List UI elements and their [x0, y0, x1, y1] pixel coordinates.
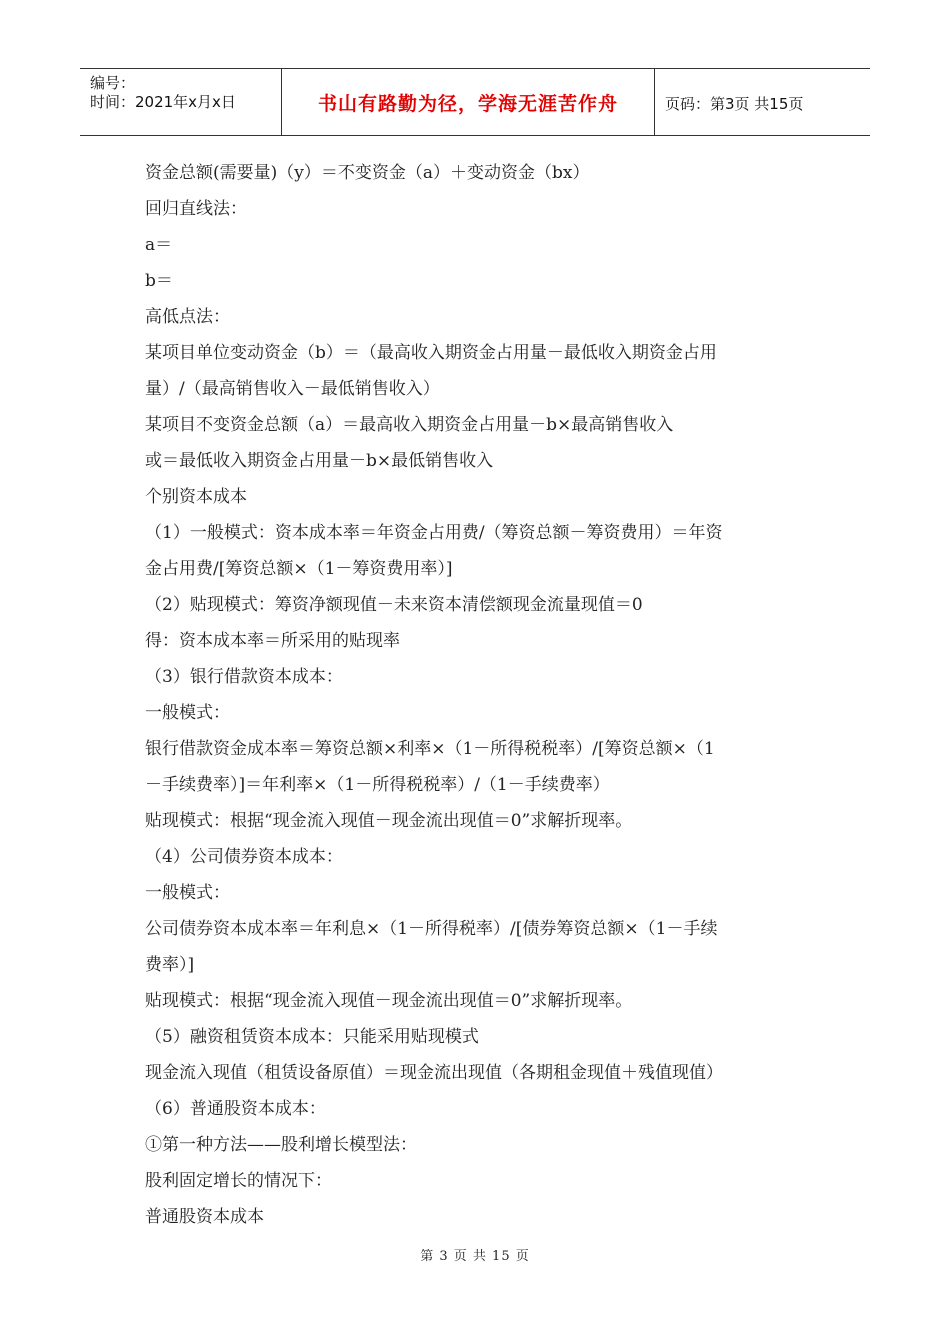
text-line: a＝ — [145, 235, 173, 255]
text-line: 高低点法： — [145, 307, 230, 327]
text-line: 公司债券资本成本率＝年利息×（1－所得税率）/[债券筹资总额×（1－手续 — [145, 919, 718, 939]
text-line: （2）贴现模式：筹资净额现值－未来资本清偿额现金流量现值＝0 — [145, 595, 643, 615]
text-line: 贴现模式：根据“现金流入现值－现金流出现值＝0”求解折现率。 — [145, 811, 633, 831]
text-line: 费率）] — [145, 955, 195, 975]
text-line: b＝ — [145, 271, 173, 291]
text-line: （5）融资租赁资本成本：只能采用贴现模式 — [145, 1027, 479, 1047]
text-line: 某项目单位变动资金（b）＝（最高收入期资金占用量－最低收入期资金占用 — [145, 343, 717, 363]
text-line: ①第一种方法——股利增长模型法： — [145, 1135, 417, 1155]
text-line: 回归直线法： — [145, 199, 247, 219]
document-time-label: 时间：2021年x月x日 — [90, 93, 236, 111]
text-line: 贴现模式：根据“现金流入现值－现金流出现值＝0”求解折现率。 — [145, 991, 633, 1011]
text-line: 银行借款资金成本率＝筹资总额×利率×（1－所得税税率）/[筹资总额×（1 — [145, 739, 715, 759]
header-motto: 书山有路勤为径，学海无涯苦作舟 — [282, 69, 655, 135]
text-line: 一般模式： — [145, 703, 230, 723]
text-line: 股利固定增长的情况下： — [145, 1171, 332, 1191]
text-line: （4）公司债券资本成本： — [145, 847, 343, 867]
text-line: 一般模式： — [145, 883, 230, 903]
text-line: 得：资本成本率＝所采用的贴现率 — [145, 631, 400, 651]
text-line: －手续费率）]＝年利率×（1－所得税税率）/（1－手续费率） — [145, 775, 610, 795]
text-line: （6）普通股资本成本： — [145, 1099, 326, 1119]
text-line: 现金流入现值（租赁设备原值）＝现金流出现值（各期租金现值＋残值现值） — [145, 1063, 723, 1083]
page-footer: 第 3 页 共 15 页 — [420, 1249, 530, 1264]
header-meta-cell — [80, 69, 282, 135]
page-header — [80, 68, 870, 136]
text-line: 资金总额(需要量)（y）＝不变资金（a）＋变动资金（bx） — [145, 163, 590, 183]
document-number-label: 编号： — [90, 74, 136, 92]
header-page-info: 页码：第3页 共15页 — [665, 95, 804, 113]
text-line: 某项目不变资金总额（a）＝最高收入期资金占用量－b×最高销售收入 — [145, 415, 674, 435]
text-line: 个别资本成本 — [145, 487, 247, 507]
text-line: 普通股资本成本 — [145, 1207, 264, 1227]
text-line: 金占用费/[筹资总额×（1－筹资费用率）] — [145, 559, 453, 579]
text-line: 量）/（最高销售收入－最低销售收入） — [145, 379, 440, 399]
text-line: 或＝最低收入期资金占用量－b×最低销售收入 — [145, 451, 494, 471]
text-line: （1）一般模式：资本成本率＝年资金占用费/（筹资总额－筹资费用）＝年资 — [145, 523, 723, 543]
document-body — [145, 155, 815, 1235]
text-line: （3）银行借款资本成本： — [145, 667, 343, 687]
